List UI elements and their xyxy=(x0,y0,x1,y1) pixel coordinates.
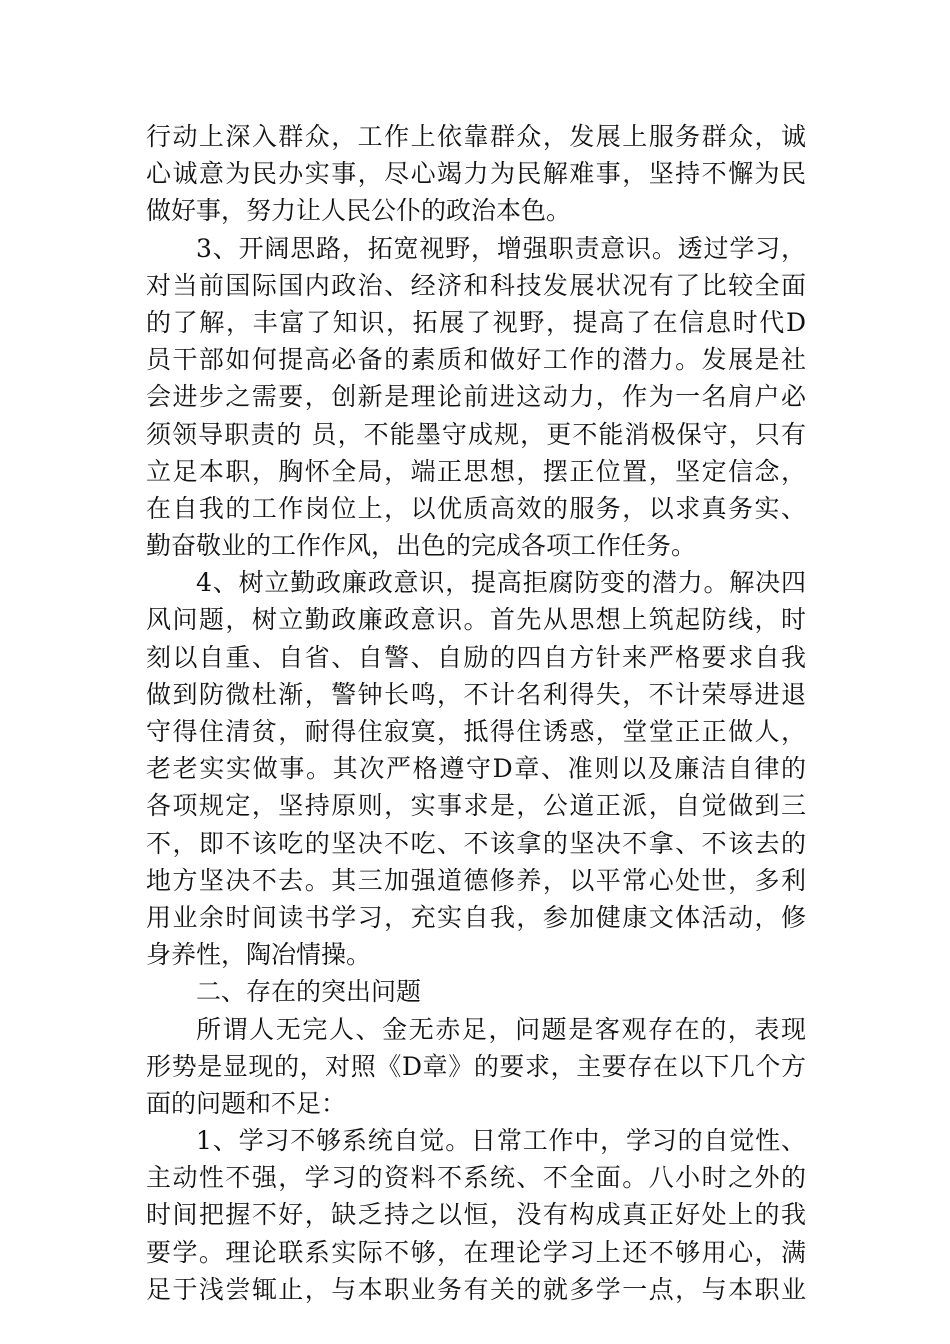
text-line: 立足本职，胸怀全局，端正思想，摆正位置，坚定信念， xyxy=(146,456,806,486)
text-line: 做好事，努力让人民公仆的政治本色。 xyxy=(146,196,572,226)
text-line: 在自我的工作岗位上，以优质高效的服务，以求真务实、 xyxy=(146,493,806,523)
text-line: 勤奋敬业的工作作风，出色的完成各项工作任务。 xyxy=(146,531,697,561)
text-line: 会进步之需要，创新是理论前进这动力，作为一名肩户必 xyxy=(146,382,806,412)
text-line: 员干部如何提高必备的素质和做好工作的潜力。发展是社 xyxy=(146,345,806,375)
text-line: 行动上深入群众，工作上依靠群众，发展上服务群众，诚 xyxy=(146,122,806,151)
text-line: 要学。理论联系实际不够，在理论学习上还不够用心，满 xyxy=(146,1237,806,1267)
text-line: 所谓人无完人、金无赤足，问题是客观存在的，表现 xyxy=(196,1014,806,1044)
text-line: 对当前国际国内政治、经济和科技发展状况有了比较全面 xyxy=(146,270,806,300)
text-line: 不，即不该吃的坚决不吃、不该拿的坚决不拿、不该去的 xyxy=(146,828,806,858)
text-line: 守得住清贫，耐得住寂寞，抵得住诱惑，堂堂正正做人， xyxy=(146,717,806,746)
text-line: 形势是显现的，对照《D章》的要求，主要存在以下几个方 xyxy=(146,1051,806,1081)
text-line: 身养性，陶冶情操。 xyxy=(146,940,372,970)
text-line: 风问题，树立勤政廉政意识。首先从思想上筑起防线，时 xyxy=(146,605,806,635)
text-line: 刻以自重、自省、自警、自励的四自方针来严格要求自我 xyxy=(146,642,806,672)
text-line: 3、开阔思路，拓宽视野，增强职责意识。透过学习， xyxy=(196,233,806,263)
text-line: 时间把握不好，缺乏持之以恒，没有构成真正好处上的我 xyxy=(146,1200,806,1230)
text-line: 1、学习不够系统自觉。日常工作中，学习的自觉性、 xyxy=(196,1126,806,1156)
text-line: 的了解，丰富了知识，拓展了视野，提高了在信息时代D xyxy=(146,307,806,337)
text-line: 用业余时间读书学习，充实自我，参加健康文体活动，修 xyxy=(146,902,806,932)
text-line: 地方坚决不去。其三加强道德修养，以平常心处世，多利 xyxy=(146,865,806,895)
text-line: 各项规定，坚持原则，实事求是，公道正派，自觉做到三 xyxy=(146,791,806,821)
text-line: 老老实实做事。其次严格遵守D章、准则以及廉洁自律的 xyxy=(146,754,806,784)
text-line: 主动性不强，学习的资料不系统、不全面。八小时之外的 xyxy=(146,1163,806,1193)
section-heading: 二、存在的突出问题 xyxy=(196,977,422,1007)
text-line: 4、树立勤政廉政意识，提高拒腐防变的潜力。解决四 xyxy=(196,568,806,598)
document-body xyxy=(146,118,806,1308)
text-line: 心诚意为民办实事，尽心竭力为民解难事，坚持不懈为民 xyxy=(146,159,806,189)
text-line: 面的问题和不足： xyxy=(146,1088,347,1118)
text-line: 须领导职责的 员，不能墨守成规，更不能消极保守，只有 xyxy=(146,419,806,449)
text-line: 足于浅尝辄止，与本职业务有关的就多学一点，与本职业 xyxy=(146,1274,806,1304)
text-line: 做到防微杜渐，警钟长鸣，不计名利得失，不计荣辱进退 xyxy=(146,679,806,709)
